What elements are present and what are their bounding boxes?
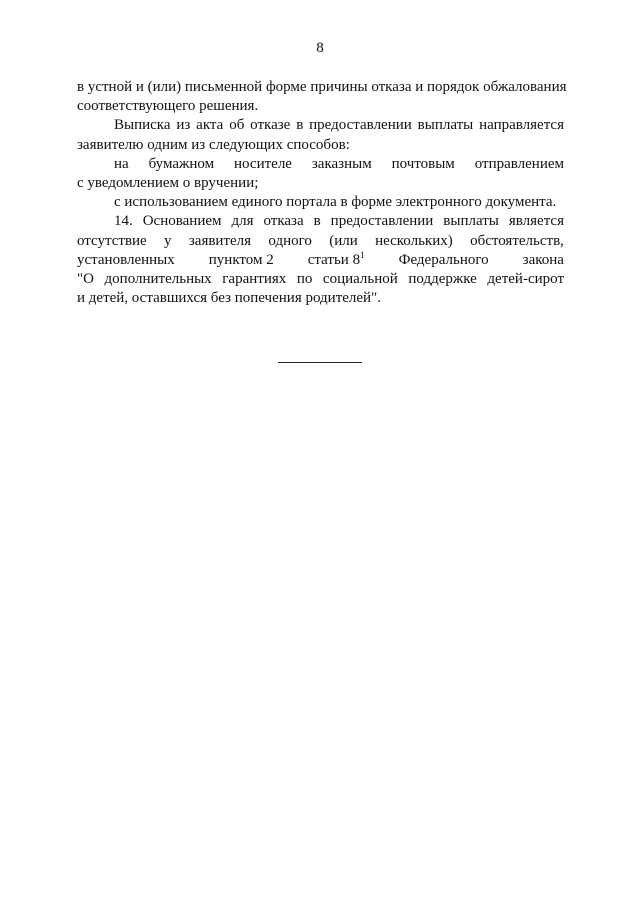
text-line: с уведомлением о вручении;	[77, 175, 259, 192]
text-line: и детей, оставшихся без попечения родителей".	[77, 290, 381, 307]
word: нескольких)	[375, 232, 453, 249]
text-line	[77, 78, 567, 97]
text-line: заявителю одним из следующих способов:	[77, 136, 350, 153]
paragraph-refusal-reasons	[77, 78, 567, 116]
word: бумажном	[148, 155, 215, 172]
word: одного	[268, 232, 312, 249]
text-line	[77, 116, 564, 135]
word: почтовым	[391, 155, 455, 172]
word: носителе	[234, 155, 292, 172]
superscript-marker: 1	[360, 249, 365, 260]
text-line	[77, 270, 564, 289]
word: заказным	[311, 155, 372, 172]
text-line	[77, 155, 564, 174]
text-segment: Выписка из акта об отказе в предоставлении выплаты направляется	[114, 117, 564, 134]
paragraph-14-grounds	[77, 212, 564, 308]
word: отправлением	[474, 155, 564, 172]
word: заявителя	[188, 232, 252, 249]
text-line	[77, 212, 564, 231]
paragraph-portal-method	[77, 193, 564, 212]
word: Федерального	[398, 251, 489, 268]
article-reference	[308, 251, 365, 270]
word: (или	[329, 232, 358, 249]
word: пунктом 2	[208, 251, 274, 268]
page-number: 8	[316, 40, 324, 56]
word: обстоятельств,	[470, 232, 564, 249]
word: отсутствие	[77, 232, 147, 249]
text-line: с использованием единого портала в форме электронного документа.	[114, 194, 557, 211]
text-line	[77, 251, 564, 270]
paragraph-paper-method	[77, 155, 564, 193]
text-segment: "О дополнительных гарантиях по социальной поддержке детей-сирот	[77, 271, 564, 288]
word: закона	[522, 251, 564, 268]
text-segment: 14. Основанием для отказа в предоставлении выплаты является	[114, 213, 564, 230]
paragraph-extract-delivery	[77, 116, 564, 154]
end-of-document-rule	[278, 362, 362, 363]
text-segment: в устной и (или) письменной форме причины отказа и порядок обжалования	[77, 79, 567, 95]
text-line	[77, 232, 564, 251]
text-line: соответствующего решения.	[77, 98, 259, 115]
word: у	[164, 232, 172, 249]
word: установленных	[77, 251, 175, 268]
word: на	[114, 155, 129, 172]
document-body	[77, 78, 567, 308]
word: статьи 8	[307, 251, 361, 268]
